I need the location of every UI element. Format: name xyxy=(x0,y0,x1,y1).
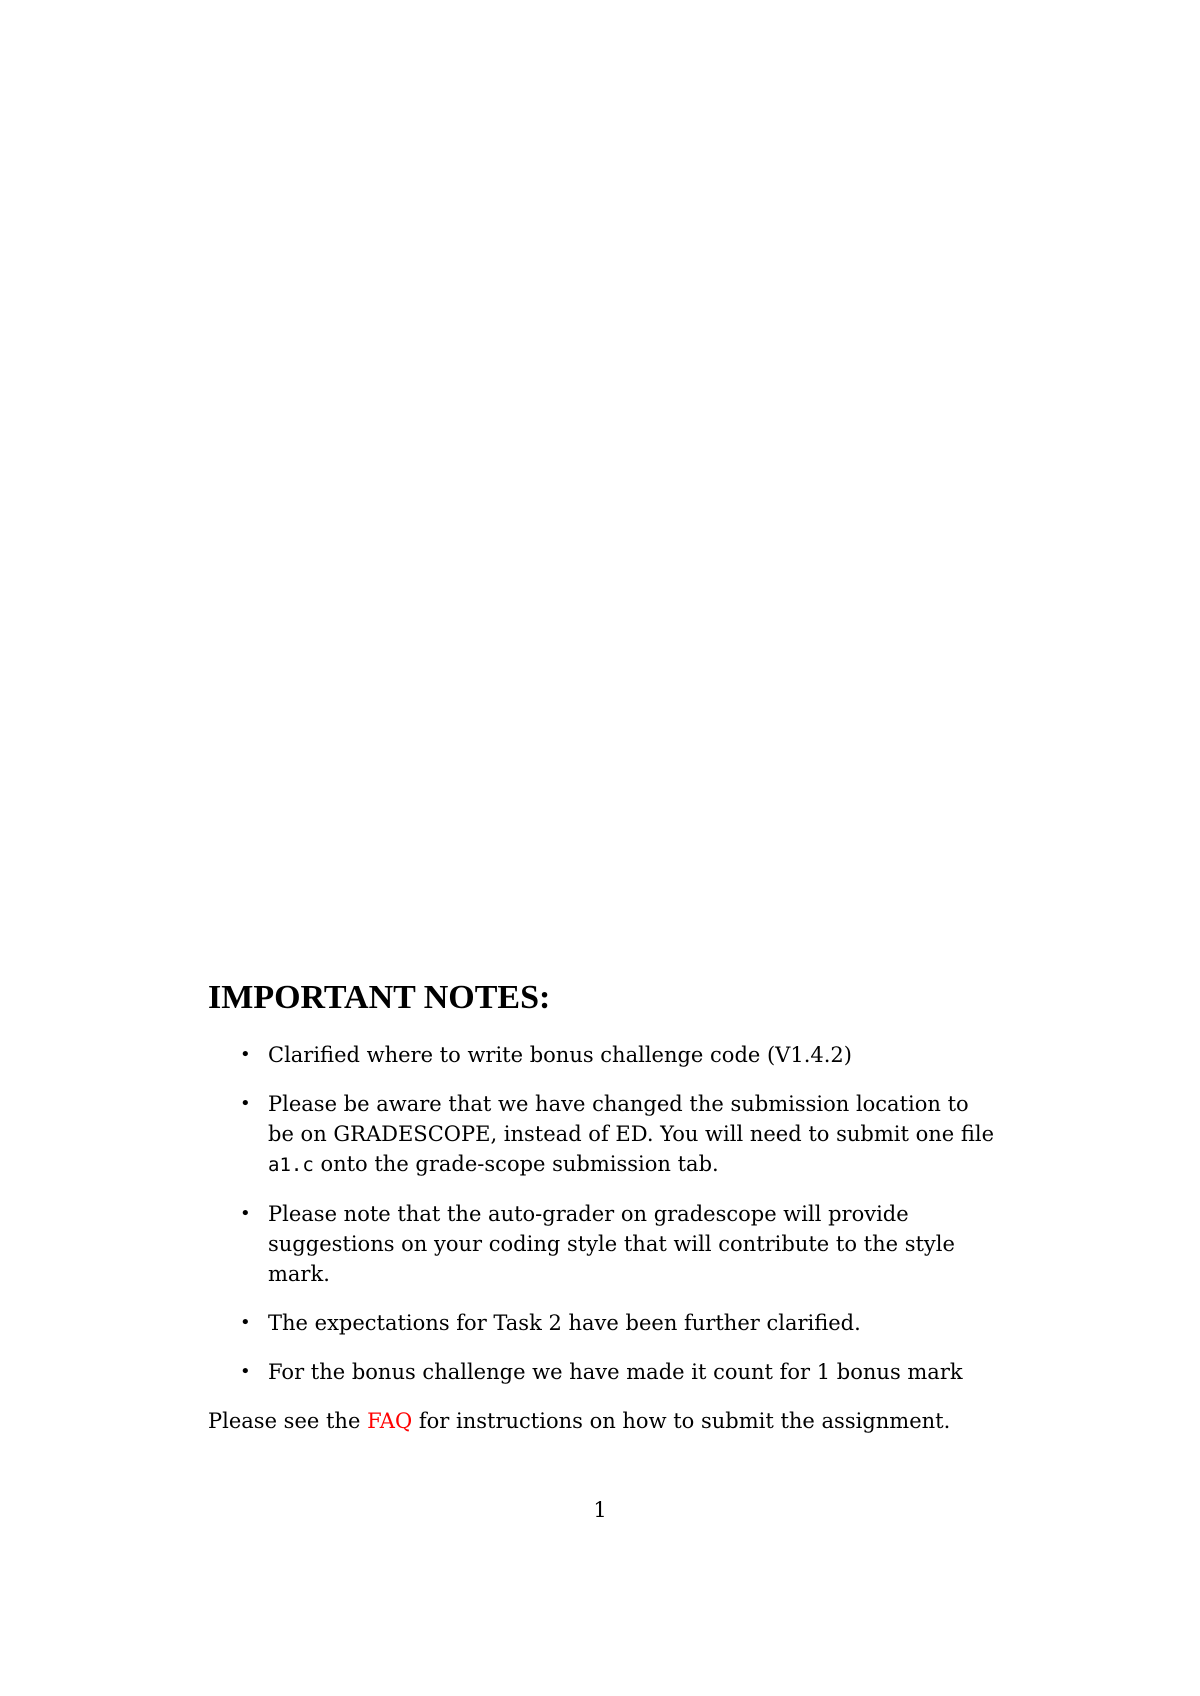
submission-instructions xyxy=(208,1406,1000,1436)
page-number: 1 xyxy=(593,1498,607,1522)
faq-link[interactable]: FAQ xyxy=(367,1409,413,1433)
code-filename: a1.c xyxy=(268,1154,314,1176)
list-item-text: Please note that the auto-grader on gradescope will provide suggestions on your coding style that will contribute to the style mark. xyxy=(268,1202,955,1286)
notes-section xyxy=(208,978,1000,1457)
list-item xyxy=(208,1308,1000,1338)
list-item-text: For the bonus challenge we have made it count for 1 bonus mark xyxy=(268,1360,963,1384)
list-item xyxy=(208,1357,1000,1387)
bullet-icon: • xyxy=(240,1044,251,1065)
footer-text-before: Please see the xyxy=(208,1409,368,1433)
list-item xyxy=(208,1089,1000,1180)
bullet-icon: • xyxy=(240,1361,251,1382)
list-item-text: Clarified where to write bonus challenge code (V1.4.2) xyxy=(268,1043,852,1067)
list-item xyxy=(208,1199,1000,1289)
section-title: IMPORTANT NOTES: xyxy=(208,979,551,1016)
bullet-icon: • xyxy=(240,1203,251,1224)
footer-text-after: for instructions on how to submit the assignment. xyxy=(412,1409,951,1433)
list-item xyxy=(208,1040,1000,1070)
bullet-icon: • xyxy=(240,1312,251,1333)
bullet-icon: • xyxy=(240,1093,251,1114)
notes-list xyxy=(208,1040,1000,1387)
list-item-text: Please be aware that we have changed the submission location to be on GRADESCOPE, instead of ED. You will need to submit one file xyxy=(268,1092,995,1146)
list-item-text: onto the grade-scope submission tab. xyxy=(313,1152,719,1176)
list-item-text: The expectations for Task 2 have been further clarified. xyxy=(268,1311,861,1335)
